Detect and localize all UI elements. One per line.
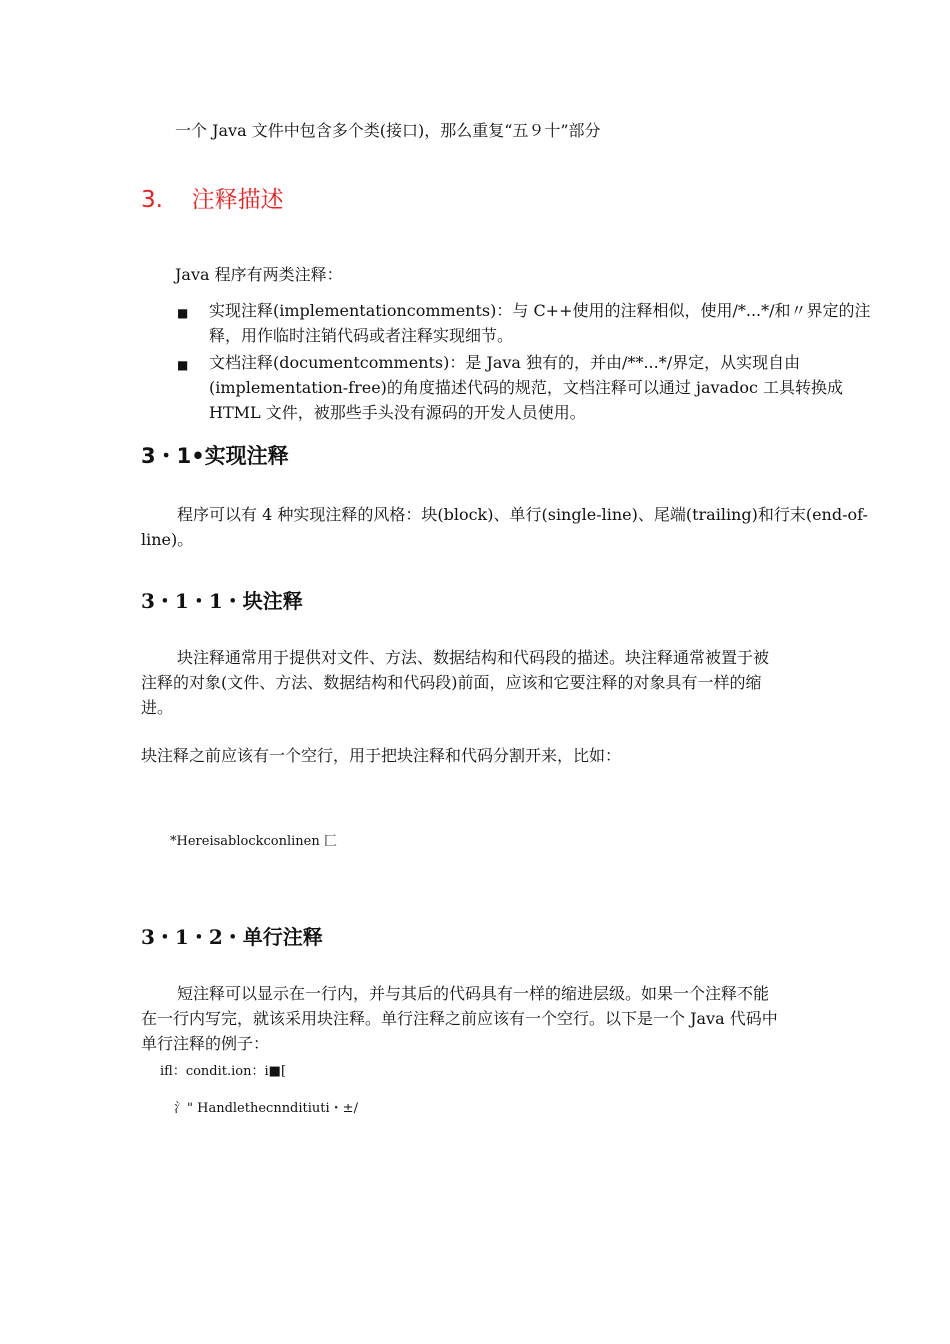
section-3-1-2-para-line: 单行注释的例子： xyxy=(141,1034,270,1053)
section-3-1-para-line: 程序可以有 4 种实现注释的风格：块(block)、单行(single-line)、尾端(trailing)和行末(end-of- xyxy=(177,505,868,524)
section-3-1-1-para-line: 块注释通常用于提供对文件、方法、数据结构和代码段的描述。块注释通常被置于被 xyxy=(177,648,770,667)
section-3-1-1-para-line: 进。 xyxy=(141,698,174,717)
section-3-1-2-para-line: 短注释可以显示在一行内，并与其后的代码具有一样的缩进层级。如果一个注释不能 xyxy=(177,984,770,1003)
section-3-1-2-para-line: 在一行内写完，就该采用块注释。单行注释之前应该有一个空行。以下是一个 Java 代码中 xyxy=(141,1009,778,1028)
bullet-line: HTML 文件，被那些手头没有源码的开发人员使用。 xyxy=(209,403,586,422)
section-3-1-1-para-line: 注释的对象(文件、方法、数据结构和代码段)前面，应该和它要注释的对象具有一样的缩 xyxy=(141,673,762,692)
section-3-1-1-para2: 块注释之前应该有一个空行，用于把块注释和代码分割开来，比如： xyxy=(141,746,622,765)
section-3-number: 3. xyxy=(141,187,163,213)
bullet-line: (implementation-free)的角度描述代码的规范，文档注释可以通过 javadoc 工具转换成 xyxy=(209,378,844,397)
bullet-marker: ■ xyxy=(177,306,189,320)
section-3-1-heading: 3・1•实现注释 xyxy=(141,444,289,468)
bullet-line: 实现注释(implementationcomments)：与 C++使用的注释相似，使用/*...*/和〃界定的注 xyxy=(209,301,871,320)
intro-line: 一个 Java 文件中包含多个类(接口)，那么重复“五９十”部分 xyxy=(175,121,601,140)
section-3-title: 注释描述 xyxy=(191,187,284,213)
code-line: 氵" Handlethecnnditiuti・±/ xyxy=(174,1101,358,1116)
code-line: ifl：condit.ion：i■[ xyxy=(160,1064,287,1079)
bullet-line: 文档注释(documentcomments)：是 Java 独有的，并由/**...*/界定，从实现自由 xyxy=(209,353,801,372)
block-comment-code: *Hereisablockconlinen 匚 xyxy=(170,834,337,849)
java-intro: Java 程序有两类注释： xyxy=(175,265,343,284)
section-3-1-2-heading: 3・1・2・单行注释 xyxy=(141,925,323,949)
section-3-1-1-heading: 3・1・1・块注释 xyxy=(141,589,303,613)
section-3-heading xyxy=(141,181,284,214)
bullet-line: 释，用作临时注销代码或者注释实现细节。 xyxy=(209,326,514,345)
bullet-marker: ■ xyxy=(177,358,189,372)
section-3-1-para-line: line)。 xyxy=(141,530,194,549)
